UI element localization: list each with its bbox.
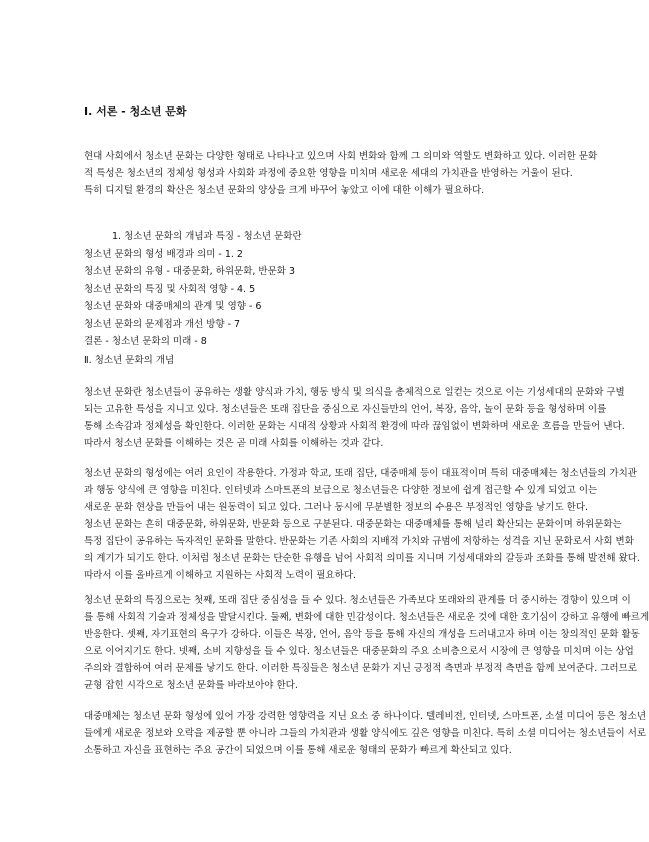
text-line: 특정 집단이 공유하는 독자적인 문화를 말한다. 반문화는 기존 사회의 지배적 가치와 규범에 저항하는 성격을 지닌 문화로서 사회 변화 bbox=[84, 536, 634, 547]
page-title: Ⅰ. 서론 - 청소년 문화 bbox=[84, 105, 187, 118]
toc-item: 청소년 문화와 대중매체의 관계 및 영향 - 6 bbox=[84, 301, 262, 312]
toc-item: 청소년 문화의 특징 및 사회적 영향 - 4. 5 bbox=[84, 283, 256, 295]
text-line: 따라서 이를 올바르게 이해하고 지원하는 사회적 노력이 필요하다. bbox=[84, 570, 356, 581]
text-line: 청소년 문화는 흔히 대중문화, 하위문화, 반문화 등으로 구분된다. 대중문화는 대중매체를 통해 널리 확산되는 문화이며 하위문화는 bbox=[84, 519, 622, 530]
text-line: 청소년 문화의 특징으로는 첫째, 또래 집단 중심성을 들 수 있다. 청소년들은 가족보다 또래와의 관계를 더 중시하는 경향이 있으며 이 bbox=[84, 595, 631, 606]
toc-item: 청소년 문화의 형성 배경과 의미 - 1. 2 bbox=[84, 248, 243, 260]
text-line: 균형 잡힌 시각으로 청소년 문화를 바라보아야 한다. bbox=[84, 680, 298, 691]
text-line: 으로 이어지기도 한다. 넷째, 소비 지향성을 들 수 있다. 청소년들은 대중문화의 주요 소비층으로서 시장에 큰 영향을 미치며 이는 상업 bbox=[84, 646, 634, 657]
toc-item: 1. 청소년 문화의 개념과 특징 - 청소년 문화란 bbox=[112, 231, 302, 242]
intro-paragraph bbox=[84, 148, 598, 199]
text-line: 들에게 새로운 정보와 오락을 제공할 뿐 아니라 그들의 가치관과 생활 양식에도 깊은 영향을 미친다. 특히 소셜 미디어는 청소년들이 서로 bbox=[84, 728, 647, 739]
text-line: 적 특성은 청소년의 정체성 형성과 사회화 과정에 중요한 영향을 미치며 새로운 세대의 가치관을 반영하는 거울이 된다. bbox=[84, 168, 573, 179]
body-paragraph-3 bbox=[84, 592, 649, 694]
text-line: 소통하고 자신을 표현하는 주요 공간이 되었으며 이를 통해 새로운 형태의 문화가 빠르게 확산되고 있다. bbox=[84, 745, 512, 756]
toc-item: 청소년 문화의 유형 - 대중문화, 하위문화, 반문화 3 bbox=[84, 266, 296, 277]
text-line: 청소년 문화의 형성에는 여러 요인이 작용한다. 가정과 학교, 또래 집단, 대중매체 등이 대표적이며 특히 대중매체는 청소년들의 가치관 bbox=[84, 468, 637, 479]
text-line: 주의와 결합하여 여러 문제를 낳기도 한다. 이러한 특징들은 청소년 문화가 지닌 긍정적 측면과 부정적 측면을 함께 보여준다. 그러므로 bbox=[84, 663, 637, 674]
text-line: 통해 소속감과 정체성을 확인한다. 이러한 문화는 시대적 상황과 사회적 환경에 따라 끊임없이 변화하며 새로운 흐름을 만들어 낸다. bbox=[84, 421, 625, 432]
toc-item: 청소년 문화의 문제점과 개선 방향 - 7 bbox=[84, 318, 241, 330]
table-of-contents bbox=[84, 228, 384, 351]
body-paragraph-4 bbox=[84, 708, 647, 759]
text-line: 현대 사회에서 청소년 문화는 다양한 형태로 나타나고 있으며 사회 변화와 함께 그 의미와 역할도 변화하고 있다. 이러한 문화 bbox=[84, 151, 598, 162]
section-heading: Ⅱ. 청소년 문화의 개념 bbox=[84, 355, 175, 366]
body-paragraph-2 bbox=[84, 465, 640, 584]
text-line: 를 통해 사회적 기술과 정체성을 발달시킨다. 둘째, 변화에 대한 민감성이다. 청소년들은 새로운 것에 대한 호기심이 강하고 유행에 빠르게 bbox=[84, 612, 649, 623]
text-line: 반응한다. 셋째, 자기표현의 욕구가 강하다. 이들은 복장, 언어, 음악 등을 통해 자신의 개성을 드러내고자 하며 이는 창의적인 문화 활동 bbox=[84, 629, 640, 640]
text-line: 과 행동 양식에 큰 영향을 미친다. 인터넷과 스마트폰의 보급으로 청소년들은 다양한 정보에 쉽게 접근할 수 있게 되었고 이는 bbox=[84, 485, 598, 496]
text-line: 의 계기가 되기도 한다. 이처럼 청소년 문화는 단순한 유행을 넘어 사회적 의미를 지니며 기성세대와의 갈등과 조화를 통해 발전해 왔다. bbox=[84, 553, 640, 564]
text-line: 새로운 문화 현상을 만들어 내는 원동력이 되고 있다. 그러나 동시에 무분별한 정보의 수용은 부정적인 영향을 낳기도 한다. bbox=[84, 502, 589, 513]
text-line: 대중매체는 청소년 문화 형성에 있어 가장 강력한 영향력을 지닌 요소 중 하나이다. 텔레비전, 인터넷, 스마트폰, 소셜 미디어 등은 청소년 bbox=[84, 711, 646, 722]
body-paragraph-1 bbox=[84, 384, 625, 452]
text-line: 특히 디지털 환경의 확산은 청소년 문화의 양상을 크게 바꾸어 놓았고 이에 대한 이해가 필요하다. bbox=[84, 185, 485, 196]
text-line: 되는 고유한 특성을 지니고 있다. 청소년들은 또래 집단을 중심으로 자신들만의 언어, 복장, 음악, 놀이 문화 등을 형성하며 이를 bbox=[84, 404, 607, 415]
text-line: 따라서 청소년 문화를 이해하는 것은 곧 미래 사회를 이해하는 것과 같다. bbox=[84, 438, 384, 449]
toc-item: 결론 - 청소년 문화의 미래 - 8 bbox=[84, 336, 207, 347]
text-line: 청소년 문화란 청소년들이 공유하는 생활 양식과 가치, 행동 방식 및 의식을 총체적으로 일컫는 것으로 이는 기성세대의 문화와 구별 bbox=[84, 387, 625, 398]
